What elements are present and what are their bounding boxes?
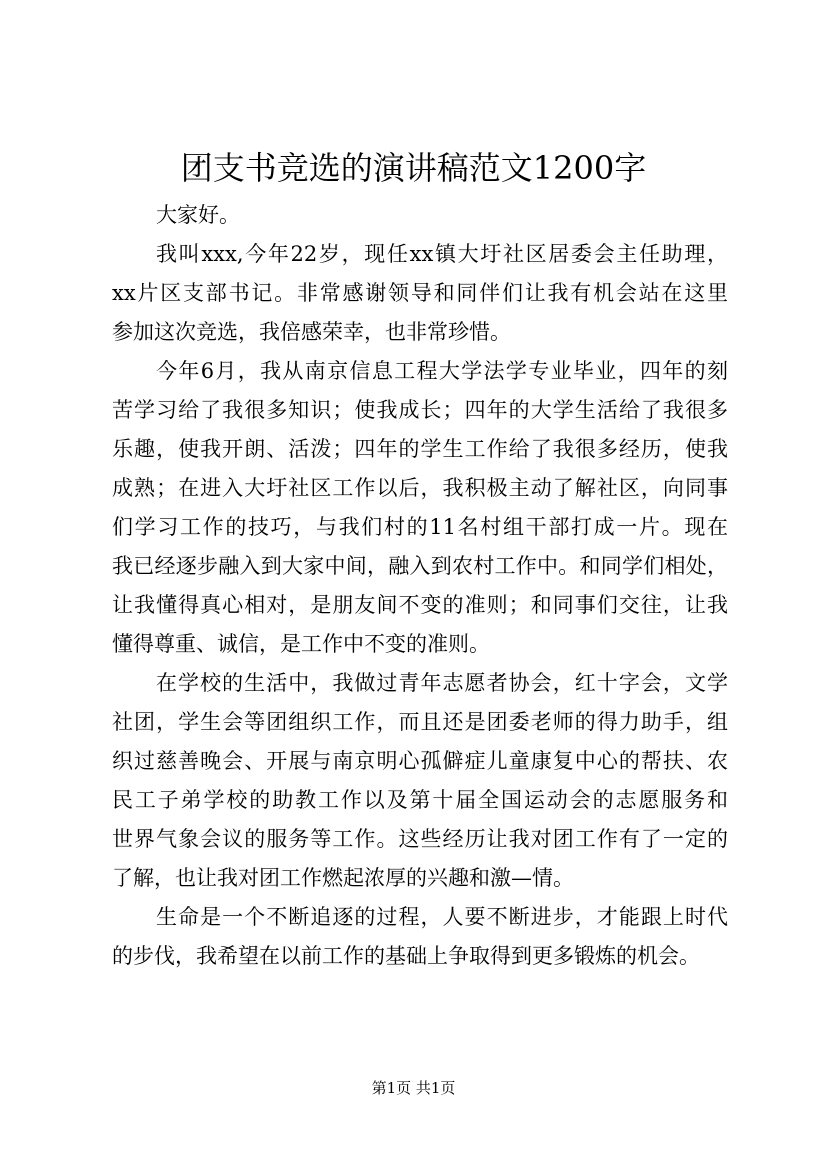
body-line: 苦学习给了我很多知识；使我成长；四年的大学生活给了我很多 [112,398,728,422]
body-line: 在学校的生活中，我做过青年志愿者协会，红十字会，文学 [156,671,728,695]
body-line: 织过慈善晚会、开展与南京明心孤僻症儿童康复中心的帮扶、农 [112,749,728,773]
body-line: 的步伐，我希望在以前工作的基础上争取得到更多锻炼的机会。 [112,944,700,968]
body-line: 大家好。 [156,203,240,227]
body-line: xx片区支部书记。非常感谢领导和同伴们让我有机会站在这里 [112,281,728,305]
body-line: 我叫xxx,今年22岁，现任xx镇大圩社区居委会主任助理， [156,242,728,266]
body-line: 懂得尊重、诚信，是工作中不变的准则。 [112,632,490,656]
body-line: 成熟；在进入大圩社区工作以后，我积极主动了解社区，向同事 [112,476,728,500]
body-line: 我已经逐步融入到大家中间，融入到农村工作中。和同学们相处， [112,554,728,578]
body-line: 们学习工作的技巧，与我们村的11名村组干部打成一片。现在 [112,515,728,539]
document-title: 团支书竞选的演讲稿范文1200字 [180,149,647,187]
body-line: 参加这次竞选，我倍感荣幸，也非常珍惜。 [112,320,511,344]
body-line: 民工子弟学校的助教工作以及第十届全国运动会的志愿服务和 [112,788,728,812]
body-line: 乐趣，使我开朗、活泼；四年的学生工作给了我很多经历，使我 [112,437,728,461]
body-line: 社团，学生会等团组织工作，而且还是团委老师的得力助手，组 [112,710,728,734]
body-line: 今年6月，我从南京信息工程大学法学专业毕业，四年的刻 [156,359,728,383]
body-line: 了解，也让我对团工作燃起浓厚的兴趣和激—情。 [112,866,574,890]
page-footer: 第1页 共1页 [371,1079,456,1097]
body-line: 生命是一个不断追逐的过程，人要不断进步，才能跟上时代 [156,905,728,929]
body-line: 世界气象会议的服务等工作。这些经历让我对团工作有了一定的 [112,827,728,851]
document-body [112,196,728,976]
body-line: 让我懂得真心相对，是朋友间不变的准则；和同事们交往，让我 [112,593,728,617]
